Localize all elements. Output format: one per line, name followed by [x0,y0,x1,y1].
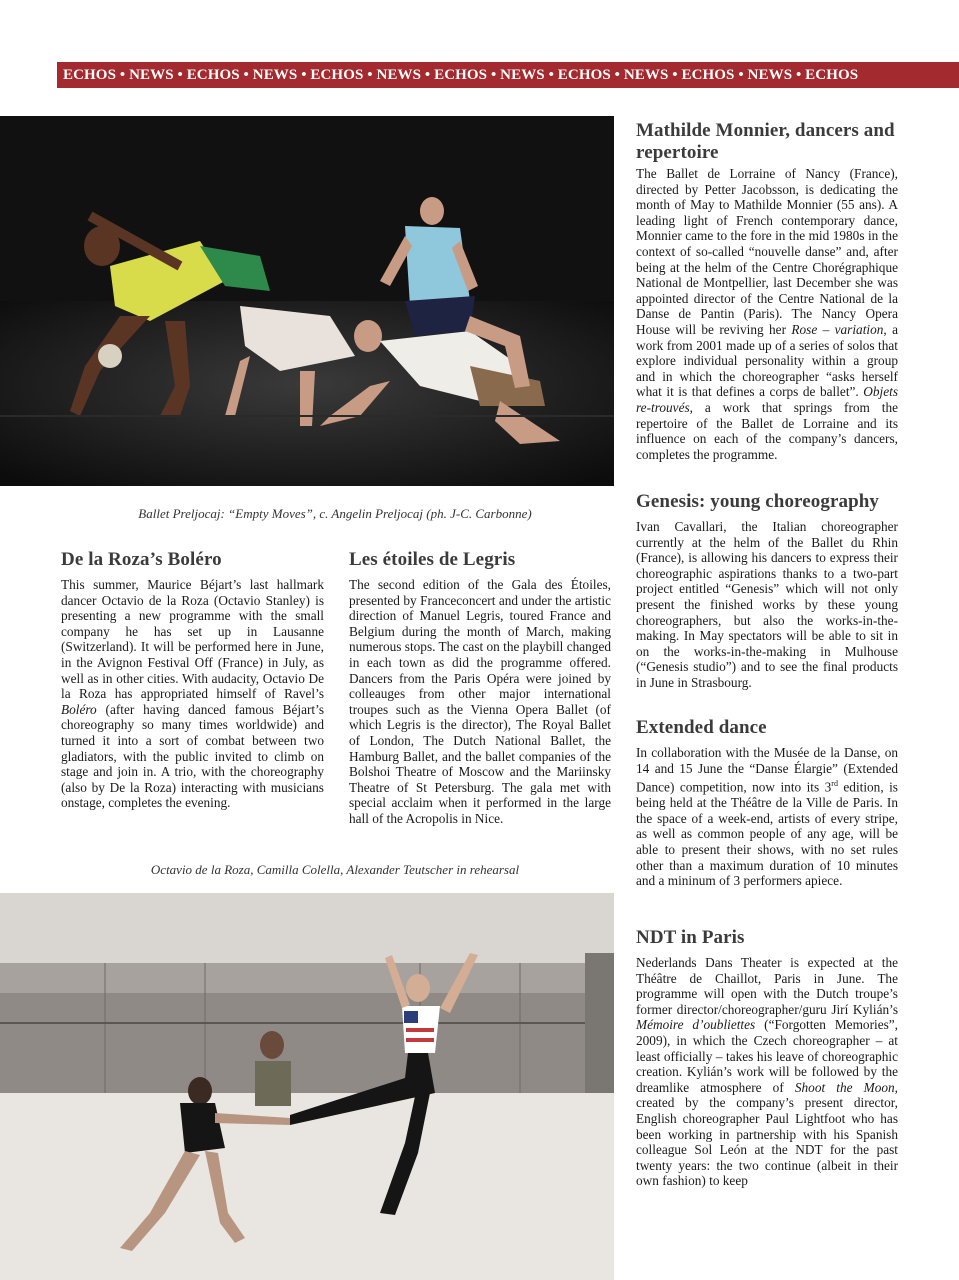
article-body: This summer, Maurice Béjart’s last hallmark dancer Octavio de la Roza (Octavio Stanley) is presenting a new programme with the small company he has set up in Lausanne (Switzerland). It will be performed here in June, in the Avignon Festival Off (France) in July, as well as in other cities. With audacity, Octavio De la Roza has appropriated himself of Ravel’s Boléro (after having danced famous Béjart’s choreography so many times worldwide) and turned it into a sort of combat between two gladiators, with the public invited to climb on stage and join in. A trio, with the choreography (also by De la Roza) interacting with musicians onstage, completes the evening. [61,577,324,811]
photo-empty-moves [0,116,614,486]
article-ndt [636,927,898,1189]
article-genesis [636,491,898,691]
article-body: The second edition of the Gala des Étoiles, presented by Franceconcert and under the artistic direction of Manuel Legris, toured France and Belgium during the month of March, making numerous stops. The cast on the playbill changed in each town as did the programme offered. Dancers from the Paris Opéra were joined by colleauges from other major international troupes such as the Vienna Opera Ballet (of which Legris is the director), The Royal Ballet of London, The Dutch National Ballet, the Hamburg Ballet, and the ballet companies of the Bolshoi Theatre of Moscow and the Mariinsky Theatre of St Petersburg. The gala met with special acclaim when it performed in the large hall of the Acropolis in Nice. [349,577,611,826]
article-monnier [636,120,898,462]
article-body: In collaboration with the Musée de la Danse, on 14 and 15 June the “Danse Élargie” (Extended Dance) competition, now into its 3rd edition, is being held at the Théâtre de la Ville de Paris. In the space of a week-end, artists of every stripe, as well as common people of any age, will be able to present their shows, with no set rules other than a maximum duration of 10 minutes and a mininum of 3 performers apiece. [636,745,898,889]
article-title: Les étoiles de Legris [349,549,516,570]
photo-rehearsal [0,893,614,1280]
article-body: Nederlands Dans Theater is expected at the Théâtre de Chaillot, Paris in June. The programme will open with the Dutch troupe’s former director/choreographer/guru Jirí Kylián’s Mémoire d’oubliettes (“Forgotten Memories”, 2009), in which the Czech choreographer – at least officially – takes his leave of choreographic creation. Kylián’s work will be followed by the dreamlike atmosphere of Shoot the Moon, created by the company’s present director, English choreographer Paul Lightfoot who has been working in partnership with his Spanish colleague Sol León at the NDT for the past twenty years: the two continue (albeit in their own fashion) to keep [636,955,899,1189]
article-title: Extended dance [636,717,767,738]
article-title: NDT in Paris [636,927,745,948]
article-title: Genesis: young choreography [636,491,880,512]
article-legris [349,549,611,827]
article-extended [636,717,898,889]
photo-caption-empty-moves: Ballet Preljocaj: “Empty Moves”, c. Angelin Preljocaj (ph. J-C. Carbonne) [138,506,532,521]
section-banner: ECHOS • NEWS • ECHOS • NEWS • ECHOS • NEWS • ECHOS • NEWS • ECHOS • NEWS • ECHOS • NEWS • ECHOS [57,62,959,88]
article-title: Mathilde Monnier, dancers and repertoire [636,120,895,163]
article-title: De la Roza’s Boléro [61,549,222,570]
article-body: The Ballet de Lorraine of Nancy (France), directed by Petter Jacobsson, is dedicating the month of May to Mathilde Monnier (55 ans). A leading light of French contemporary dance, Monnier came to the fore in the mid 1980s in the context of so-called “nouvelle danse” and, after being at the helm of the Centre Chorégraphique National de Montpellier, last December she was appointed director of the Centre National de la Danse de Pantin (Paris). The Nancy Opera House will be reviving her Rose – variation, a work from 2001 made up of a series of solos that explore individual personality within a group and in which the choreographer “asks herself what it is that defines a corps de ballet”. Objets re-trouvés, a work that springs from the repertoire of the Ballet de Lorraine and its influence on each of the company’s dancers, completes the programme. [636,166,898,462]
article-body: Ivan Cavallari, the Italian choreographer currently at the helm of the Ballet du Rhin (France), is allowing his dancers to express their choreographic aspirations thanks to a two-part project entitled “Genesis” which will not only present the finished works by these young choreographers, but also the works-in-the-making. In May spectators will be able to sit in on the works-in-the-making in Mulhouse (“Genesis studio”) and to see the final products in June in Strasbourg. [636,519,898,690]
photo-caption-rehearsal: Octavio de la Roza, Camilla Colella, Alexander Teutscher in rehearsal [150,862,520,877]
article-roza [61,549,324,811]
